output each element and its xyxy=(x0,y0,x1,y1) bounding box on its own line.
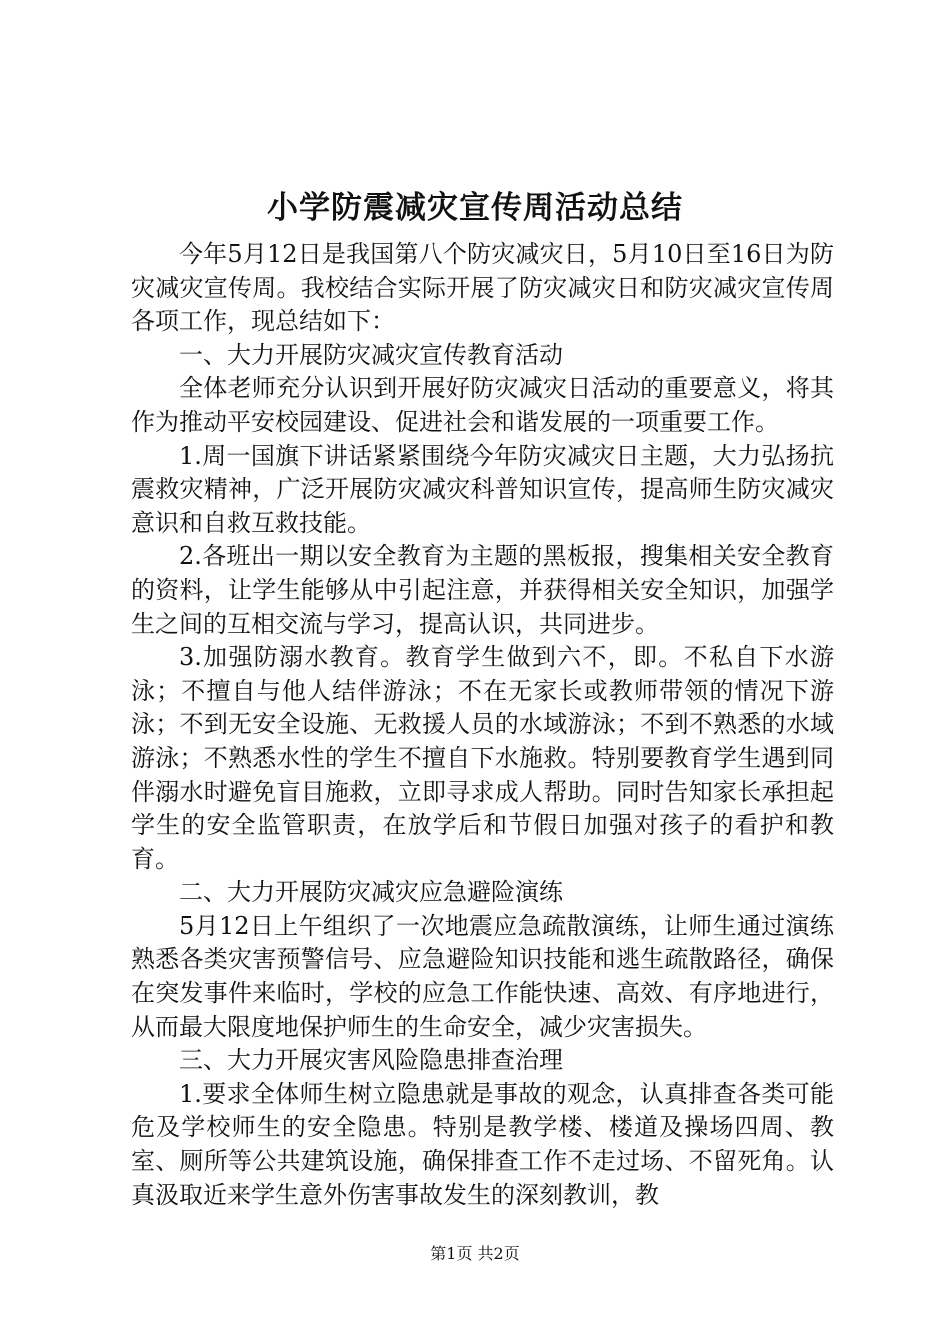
page-footer: 第1页 共2页 xyxy=(430,1244,520,1263)
section-heading-1: 一、大力开展防灾减灾宣传教育活动 xyxy=(179,340,563,369)
list-item: 1.要求全体师生树立隐患就是事故的观念，认真排查各类可能危及学校师生的安全隐患。特别是教学楼、楼道及操场四周、教室、厕所等公共建筑设施，确保排查工作不走过场、不留死角。认真汲取近来学生意外伤害事故发生的深刻教训，教 xyxy=(131,1079,834,1209)
list-item: 3.加强防溺水教育。教育学生做到六不，即。不私自下水游泳；不擅自与他人结伴游泳；不在无家长或教师带领的情况下游泳；不到无安全设施、无救援人员的水域游泳；不到不熟悉的水域游泳；不熟悉水性的学生不擅自下水施救。特别要教育学生遇到同伴溺水时避免盲目施救，立即寻求成人帮助。同时告知家长承担起学生的安全监管职责，在放学后和节假日加强对孩子的看护和教育。 xyxy=(131,643,834,873)
list-item: 2.各班出一期以安全教育为主题的黑板报，搜集相关安全教育的资料，让学生能够从中引起注意，并获得相关安全知识，加强学生之间的互相交流与学习，提高认识，共同进步。 xyxy=(131,542,834,638)
document-body xyxy=(131,238,834,1212)
paragraph: 全体老师充分认识到开展好防灾减灾日活动的重要意义，将其作为推动平安校园建设、促进社会和谐发展的一项重要工作。 xyxy=(131,374,834,436)
document-title: 小学防震减灾宣传周活动总结 xyxy=(267,190,683,226)
list-item: 1.周一国旗下讲话紧紧围绕今年防灾减灾日主题，大力弘扬抗震救灾精神，广泛开展防灾减灾科普知识宣传，提高师生防灾减灾意识和自救互救技能。 xyxy=(131,441,834,537)
paragraph: 5月12日上午组织了一次地震应急疏散演练，让师生通过演练熟悉各类灾害预警信号、应急避险知识技能和逃生疏散路径，确保在突发事件来临时，学校的应急工作能快速、高效、有序地进行，从而最大限度地保护师生的生命安全，减少灾害损失。 xyxy=(131,911,834,1041)
section-heading-3: 三、大力开展灾害风险隐患排查治理 xyxy=(179,1046,563,1075)
paragraph-intro: 今年5月12日是我国第八个防灾减灾日，5月10日至16日为防灾减灾宣传周。我校结合实际开展了防灾减灾日和防灾减灾宣传周各项工作，现总结如下： xyxy=(131,240,834,336)
section-heading-2: 二、大力开展防灾减灾应急避险演练 xyxy=(179,878,563,907)
